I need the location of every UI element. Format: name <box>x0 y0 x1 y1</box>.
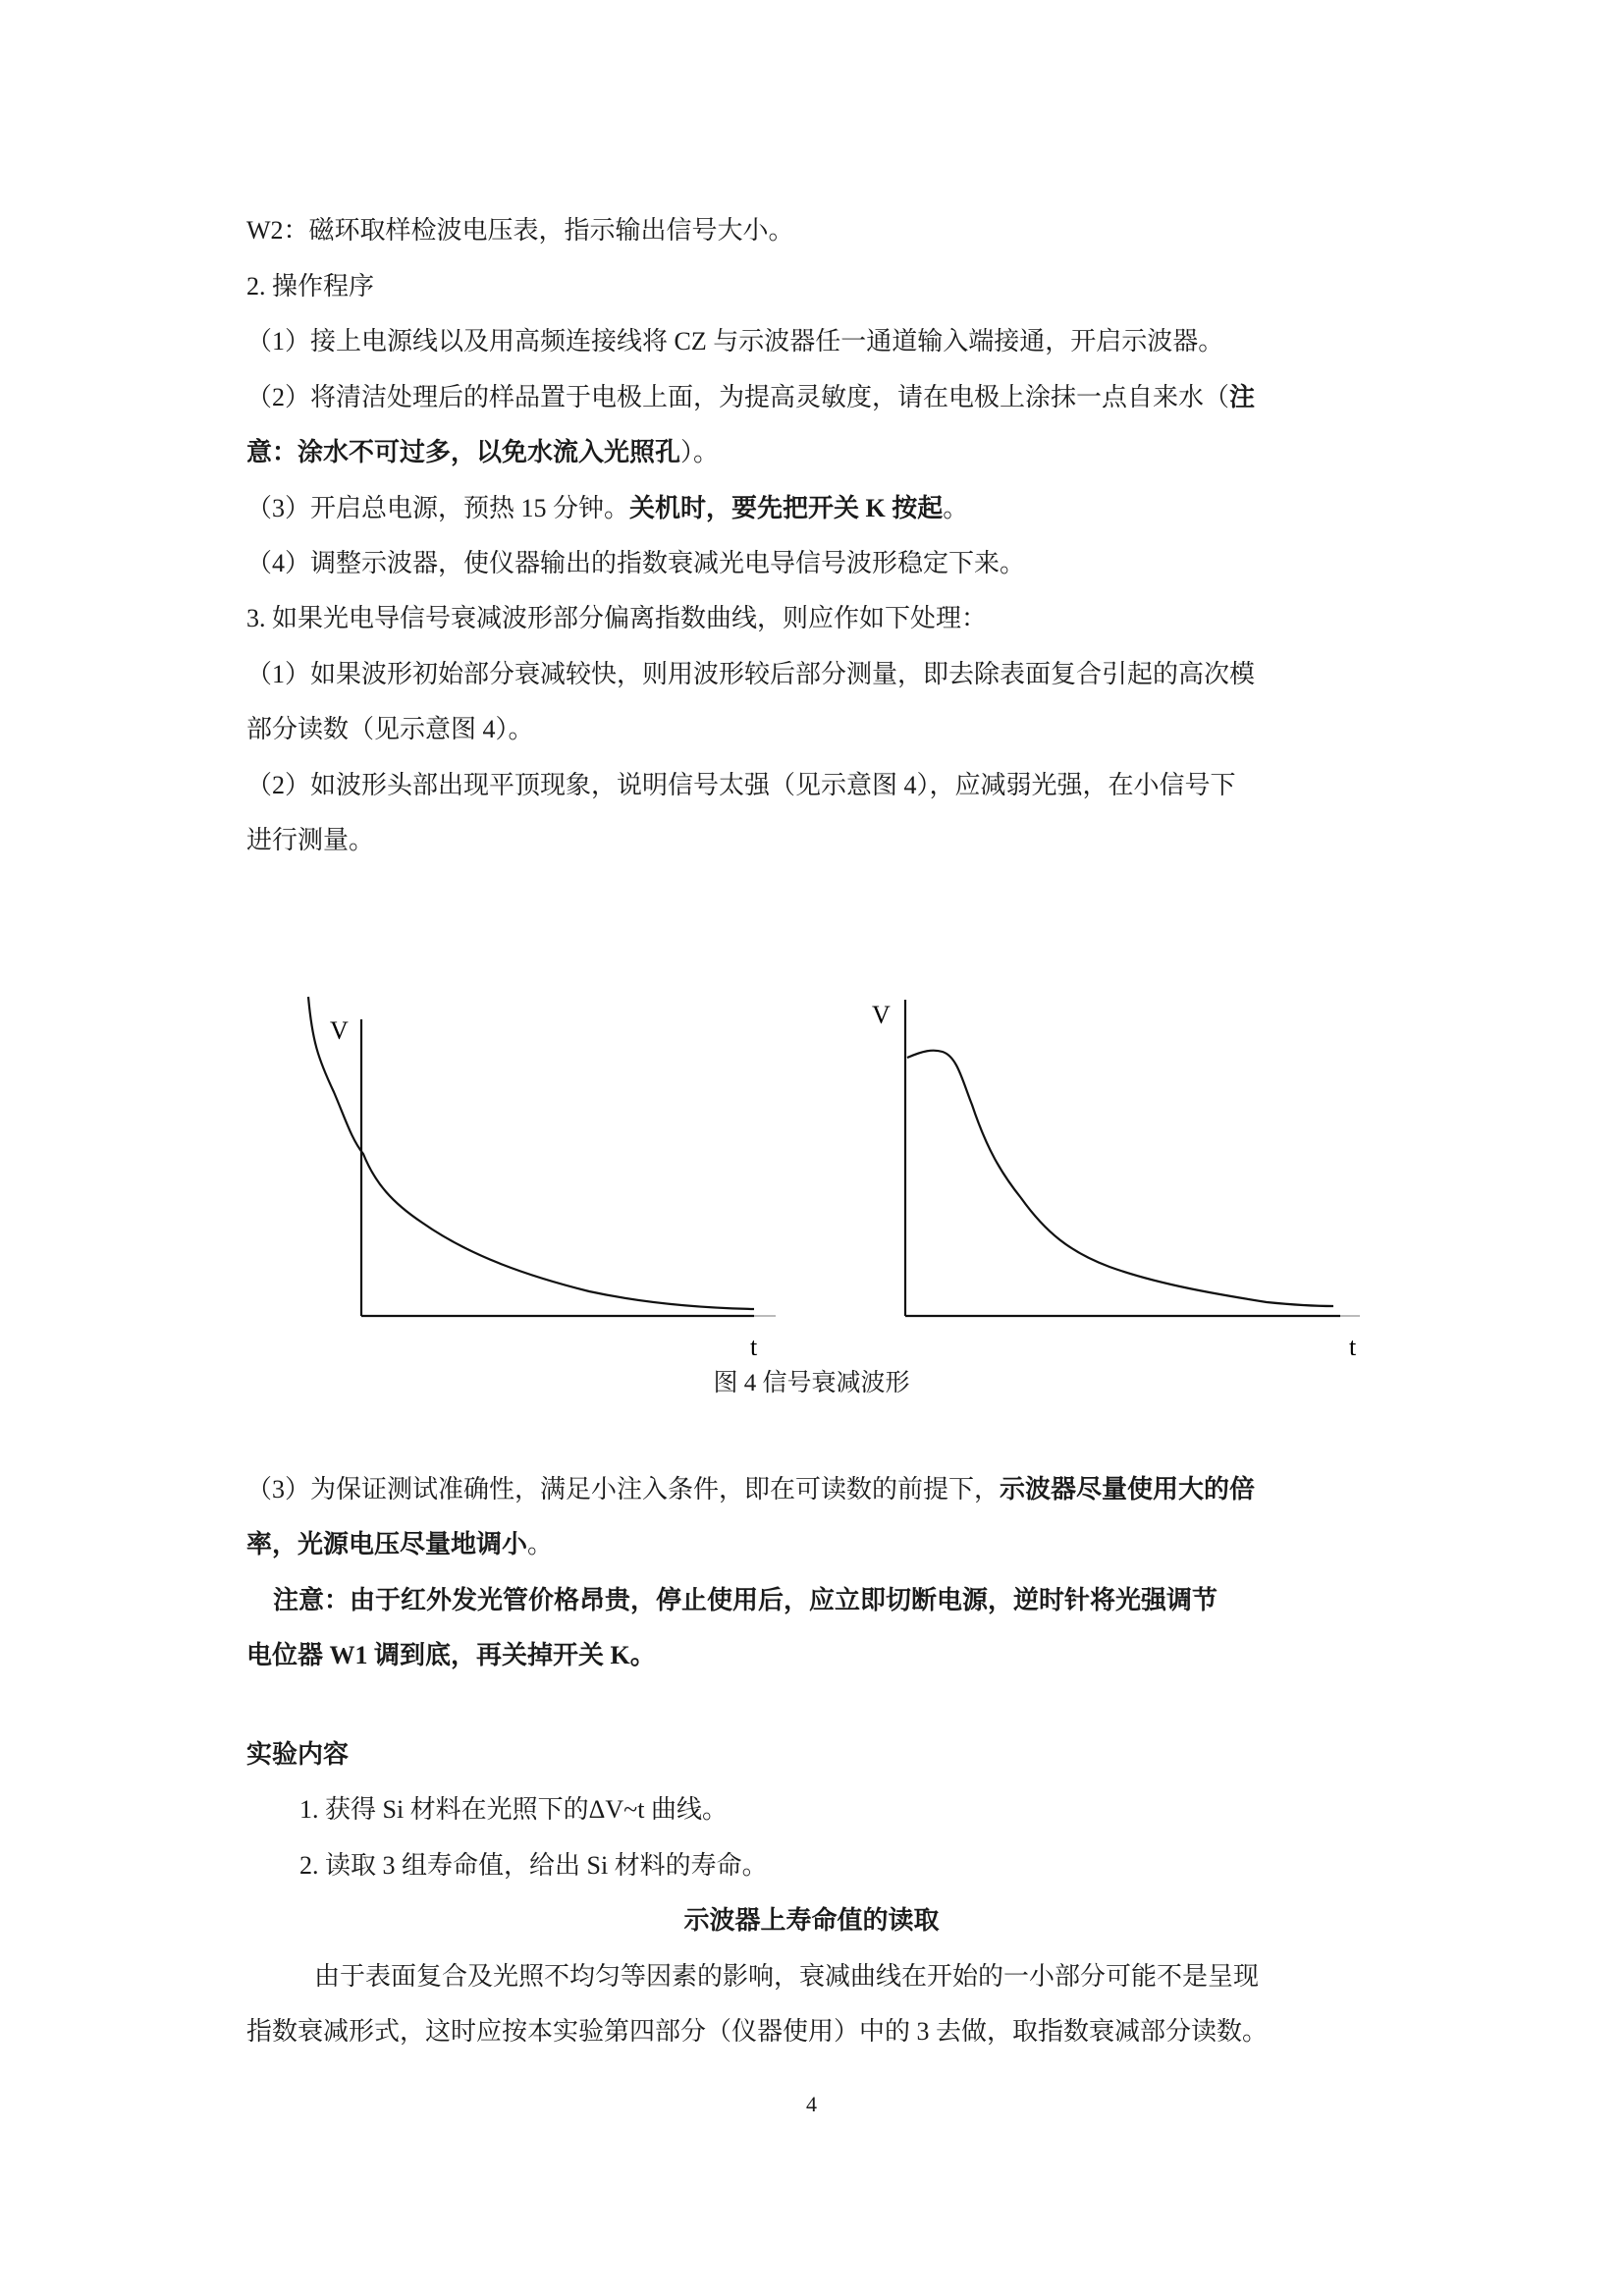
text-w2: W2：磁环取样检波电压表，指示输出信号大小。 <box>246 216 794 245</box>
step-3-end: 。 <box>943 494 969 522</box>
step-1: （1）接上电源线以及用高频连接线将 CZ 与示波器任一通道输入端接通，开启示波器。 <box>246 327 1224 355</box>
step-2-line-2 <box>246 436 719 469</box>
deviation-1-line-1: （1）如果波形初始部分衰减较快，则用波形较后部分测量，即去除表面复合引起的高次模 <box>246 660 1256 688</box>
step-2-line-1 <box>246 381 1255 414</box>
step-3-text: （3）开启总电源，预热 15 分钟。 <box>246 494 630 522</box>
deviation-1-line-2: 部分读数（见示意图 4）。 <box>246 715 534 743</box>
figure-right <box>864 982 1414 1355</box>
left-decay-curve <box>308 997 754 1309</box>
right-x-label: t <box>1349 1333 1357 1355</box>
deviation-3-line-1 <box>246 1473 1255 1506</box>
page-number: 4 <box>806 2092 817 2116</box>
content-item-2: 2. 读取 3 组寿命值，给出 Si 材料的寿命。 <box>299 1851 768 1880</box>
step-2-warning-cont: 意：涂水不可过多，以免水流入光照孔 <box>246 438 681 466</box>
figure-caption: 图 4 信号衰减波形 <box>713 1370 910 1396</box>
section-heading-procedure: 2. 操作程序 <box>246 272 375 301</box>
deviation-3-line-2 <box>246 1528 553 1561</box>
step-3-warning: 关机时，要先把开关 K 按起 <box>629 494 944 522</box>
left-y-label: V <box>330 1016 349 1045</box>
right-y-label: V <box>872 1001 891 1029</box>
step-4: （4）调整示波器，使仪器输出的指数衰减光电导信号波形稳定下来。 <box>246 549 1026 577</box>
step-2-warning: 注 <box>1229 383 1256 411</box>
deviation-2-line-2: 进行测量。 <box>246 826 375 854</box>
left-x-label: t <box>750 1333 758 1355</box>
note-line-1: 注意：由于红外发光管价格昂贵，停止使用后，应立即切断电源，逆时针将光强调节 <box>273 1586 1218 1614</box>
step-2-text: （2）将清洁处理后的样品置于电极上面，为提高灵敏度，请在电极上涂抹一点自来水（ <box>246 383 1230 411</box>
right-decay-curve <box>907 1051 1333 1306</box>
deviation-3-end: 。 <box>527 1530 554 1558</box>
note-line-2: 电位器 W1 调到底，再关掉开关 K。 <box>246 1641 656 1669</box>
deviation-2-line-1: （2）如波形头部出现平顶现象，说明信号太强（见示意图 4），应减弱光强，在小信号下 <box>246 771 1236 799</box>
deviation-3-emphasis-cont: 率，光源电压尽量地调小 <box>246 1530 528 1558</box>
heading-experiment-content: 实验内容 <box>246 1740 350 1769</box>
reading-paragraph-line-1: 由于表面复合及光照不均匀等因素的影响，衰减曲线在开始的一小部分可能不是呈现 <box>314 1962 1260 1991</box>
figure-left <box>295 982 815 1355</box>
step-2-end: ）。 <box>680 438 720 466</box>
reading-paragraph-line-2: 指数衰减形式，这时应按本实验第四部分（仪器使用）中的 3 去做，取指数衰减部分读数。 <box>246 2017 1269 2046</box>
content-item-1: 1. 获得 Si 材料在光照下的ΔV~t 曲线。 <box>299 1795 728 1824</box>
heading-lifetime-reading: 示波器上寿命值的读取 <box>683 1906 940 1935</box>
deviation-3-emphasis: 示波器尽量使用大的倍 <box>1000 1475 1256 1503</box>
step-3 <box>246 492 968 525</box>
deviation-3-text: （3）为保证测试准确性，满足小注入条件，即在可读数的前提下， <box>246 1475 1001 1503</box>
section-heading-deviation: 3. 如果光电导信号衰减波形部分偏离指数曲线，则应作如下处理： <box>246 604 988 632</box>
